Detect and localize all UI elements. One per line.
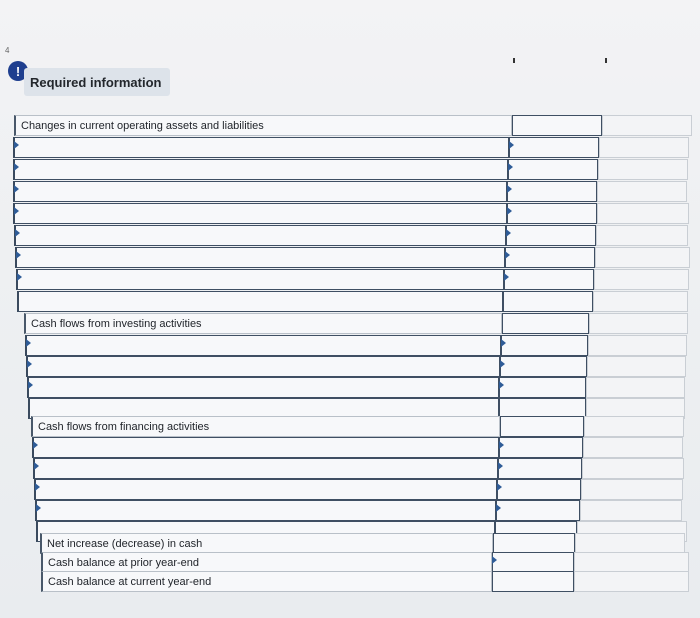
dropdown-marker-icon	[36, 504, 41, 512]
total-cell[interactable]	[599, 137, 689, 158]
amount-marker-icon	[497, 483, 502, 491]
amount-input[interactable]	[507, 181, 597, 202]
total-cell[interactable]	[587, 356, 686, 377]
amount-marker-icon	[507, 207, 512, 215]
description-input[interactable]	[13, 159, 508, 180]
total-cell[interactable]	[588, 335, 687, 356]
total-cell[interactable]	[575, 533, 685, 554]
total-cell[interactable]	[593, 291, 688, 312]
description-input[interactable]	[16, 269, 504, 290]
amount-input[interactable]	[509, 137, 599, 158]
required-information-banner[interactable]: Required information	[24, 68, 170, 96]
amount-input[interactable]	[493, 533, 575, 554]
dropdown-marker-icon	[14, 141, 19, 149]
description-input[interactable]	[13, 203, 507, 224]
amount-input[interactable]	[492, 552, 574, 573]
amount-input[interactable]	[507, 203, 597, 224]
amount-marker-icon	[509, 141, 514, 149]
description-input[interactable]	[17, 291, 503, 312]
description-input[interactable]	[14, 225, 506, 246]
amount-marker-icon	[505, 251, 510, 259]
description-input[interactable]	[13, 181, 507, 202]
amount-marker-icon	[507, 185, 512, 193]
column-tick-mark	[513, 58, 515, 63]
total-cell[interactable]	[580, 500, 682, 521]
amount-marker-icon	[506, 229, 511, 237]
amount-input[interactable]	[499, 437, 583, 458]
amount-input[interactable]	[504, 269, 594, 290]
description-input[interactable]	[25, 335, 501, 356]
row-label-label: Cash flows from financing activities	[31, 416, 500, 437]
amount-input[interactable]	[503, 291, 593, 312]
total-cell[interactable]	[581, 479, 683, 500]
total-cell[interactable]	[597, 181, 687, 202]
total-cell[interactable]	[583, 437, 683, 458]
amount-marker-icon	[499, 441, 504, 449]
amount-input[interactable]	[496, 500, 580, 521]
amount-input[interactable]	[497, 479, 581, 500]
amount-input[interactable]	[502, 313, 589, 334]
amount-marker-icon	[501, 339, 506, 347]
amount-marker-icon	[500, 360, 505, 368]
dropdown-marker-icon	[14, 185, 19, 193]
dropdown-marker-icon	[33, 441, 38, 449]
dropdown-marker-icon	[35, 483, 40, 491]
description-input[interactable]	[34, 479, 497, 500]
total-cell[interactable]	[596, 225, 688, 246]
dropdown-marker-icon	[16, 251, 21, 259]
amount-input[interactable]	[498, 458, 582, 479]
total-cell[interactable]	[584, 416, 684, 437]
description-input[interactable]	[13, 137, 509, 158]
row-label-current-balance: Cash balance at current year-end	[41, 571, 492, 592]
total-cell[interactable]	[586, 377, 685, 398]
total-cell[interactable]	[598, 159, 688, 180]
amount-marker-icon	[504, 273, 509, 281]
amount-input[interactable]	[500, 416, 584, 437]
total-cell[interactable]	[595, 247, 690, 268]
alert-icon: !	[8, 61, 28, 81]
amount-input[interactable]	[499, 377, 586, 398]
amount-input[interactable]	[505, 247, 595, 268]
page-number: 4	[5, 46, 10, 55]
description-input[interactable]	[33, 458, 498, 479]
dropdown-marker-icon	[14, 207, 19, 215]
amount-input[interactable]	[500, 356, 587, 377]
amount-input[interactable]	[501, 335, 588, 356]
dropdown-marker-icon	[26, 339, 31, 347]
amount-marker-icon	[498, 462, 503, 470]
description-input[interactable]	[27, 377, 499, 398]
dropdown-marker-icon	[28, 381, 33, 389]
amount-marker-icon	[499, 381, 504, 389]
row-label-label: Changes in current operating assets and liabilities	[14, 115, 512, 136]
row-label-label: Cash flows from investing activities	[24, 313, 502, 334]
description-input[interactable]	[35, 500, 496, 521]
amount-input[interactable]	[506, 225, 596, 246]
dropdown-marker-icon	[34, 462, 39, 470]
total-cell[interactable]	[602, 115, 692, 136]
amount-input[interactable]	[512, 115, 602, 136]
total-cell[interactable]	[574, 571, 689, 592]
dropdown-marker-icon	[17, 273, 22, 281]
dropdown-marker-icon	[14, 163, 19, 171]
amount-marker-icon	[508, 163, 513, 171]
amount-input[interactable]	[492, 571, 574, 592]
total-cell[interactable]	[574, 552, 689, 573]
total-cell[interactable]	[589, 313, 688, 334]
dropdown-marker-icon	[27, 360, 32, 368]
row-label-prior-balance: Cash balance at prior year-end	[41, 552, 492, 573]
total-cell[interactable]	[597, 203, 689, 224]
amount-marker-icon	[496, 504, 501, 512]
row-label-net-change: Net increase (decrease) in cash	[40, 533, 493, 554]
total-cell[interactable]	[594, 269, 689, 290]
amount-marker-icon	[492, 556, 497, 564]
column-tick-mark	[605, 58, 607, 63]
dropdown-marker-icon	[15, 229, 20, 237]
description-input[interactable]	[15, 247, 505, 268]
total-cell[interactable]	[582, 458, 684, 479]
description-input[interactable]	[26, 356, 500, 377]
description-input[interactable]	[32, 437, 499, 458]
amount-input[interactable]	[508, 159, 598, 180]
